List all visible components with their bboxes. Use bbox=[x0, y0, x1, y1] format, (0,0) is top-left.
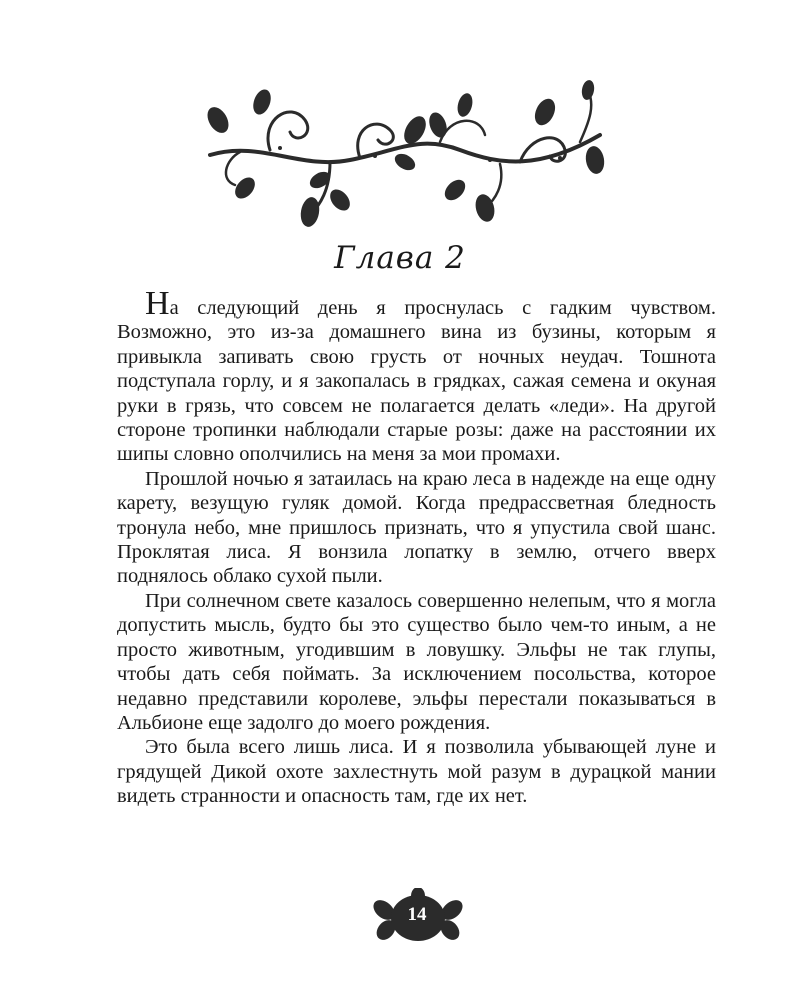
page-number: 14 bbox=[407, 904, 427, 925]
chapter-title: Глава 2 bbox=[334, 240, 466, 276]
paragraph: Прошлой ночью я затаилась на краю леса в надежде на еще одну карету, везущую гуляк домой. Когда предрассветная бледность тронула небо, мне пришлось признать, что я упустила свой шанс. Проклятая лиса. Я вонзила лопатку в землю, отчего вверх поднялось облако сухой пыли. bbox=[117, 467, 716, 588]
paragraph: Это была всего лишь лиса. И я позволила убывающей луне и грядущей Дикой охоте захлестнуть мой разум в дурацкой мании видеть странности и опасность там, где их нет. bbox=[117, 736, 716, 808]
paragraph: При солнечном свете казалось совершенно нелепым, что я могла допустить мысль, будто бы это существо было чем-то иным, а не просто животным, угодившим в ловушку. Эльфы не так глупы, чтобы дать себя поймать. За исключением посольства, которое недавно представили королеве, эльфы перестали показываться в Альбионе еще задолго до моего рождения. bbox=[117, 589, 716, 734]
drop-cap: Н bbox=[145, 285, 170, 322]
paragraph bbox=[117, 285, 716, 467]
chapter-header-ornament bbox=[200, 80, 620, 230]
chapter-body bbox=[117, 285, 716, 809]
paragraph-text: а следующий день я проснулась с гадким чувством. Возможно, это из-за домашнего вина из бузины, которым я привыкла запивать свою грусть от ночных неудач. Тошнота подступала горлу, и я закопалась в грядках, сажая семена и окуная руки в грязь, что совсем не полагается делать «леди». На другой стороне тропинки наблюдали старые розы: даже на расстоянии их шипы словно ополчились на меня за мои промахи. bbox=[117, 297, 716, 466]
